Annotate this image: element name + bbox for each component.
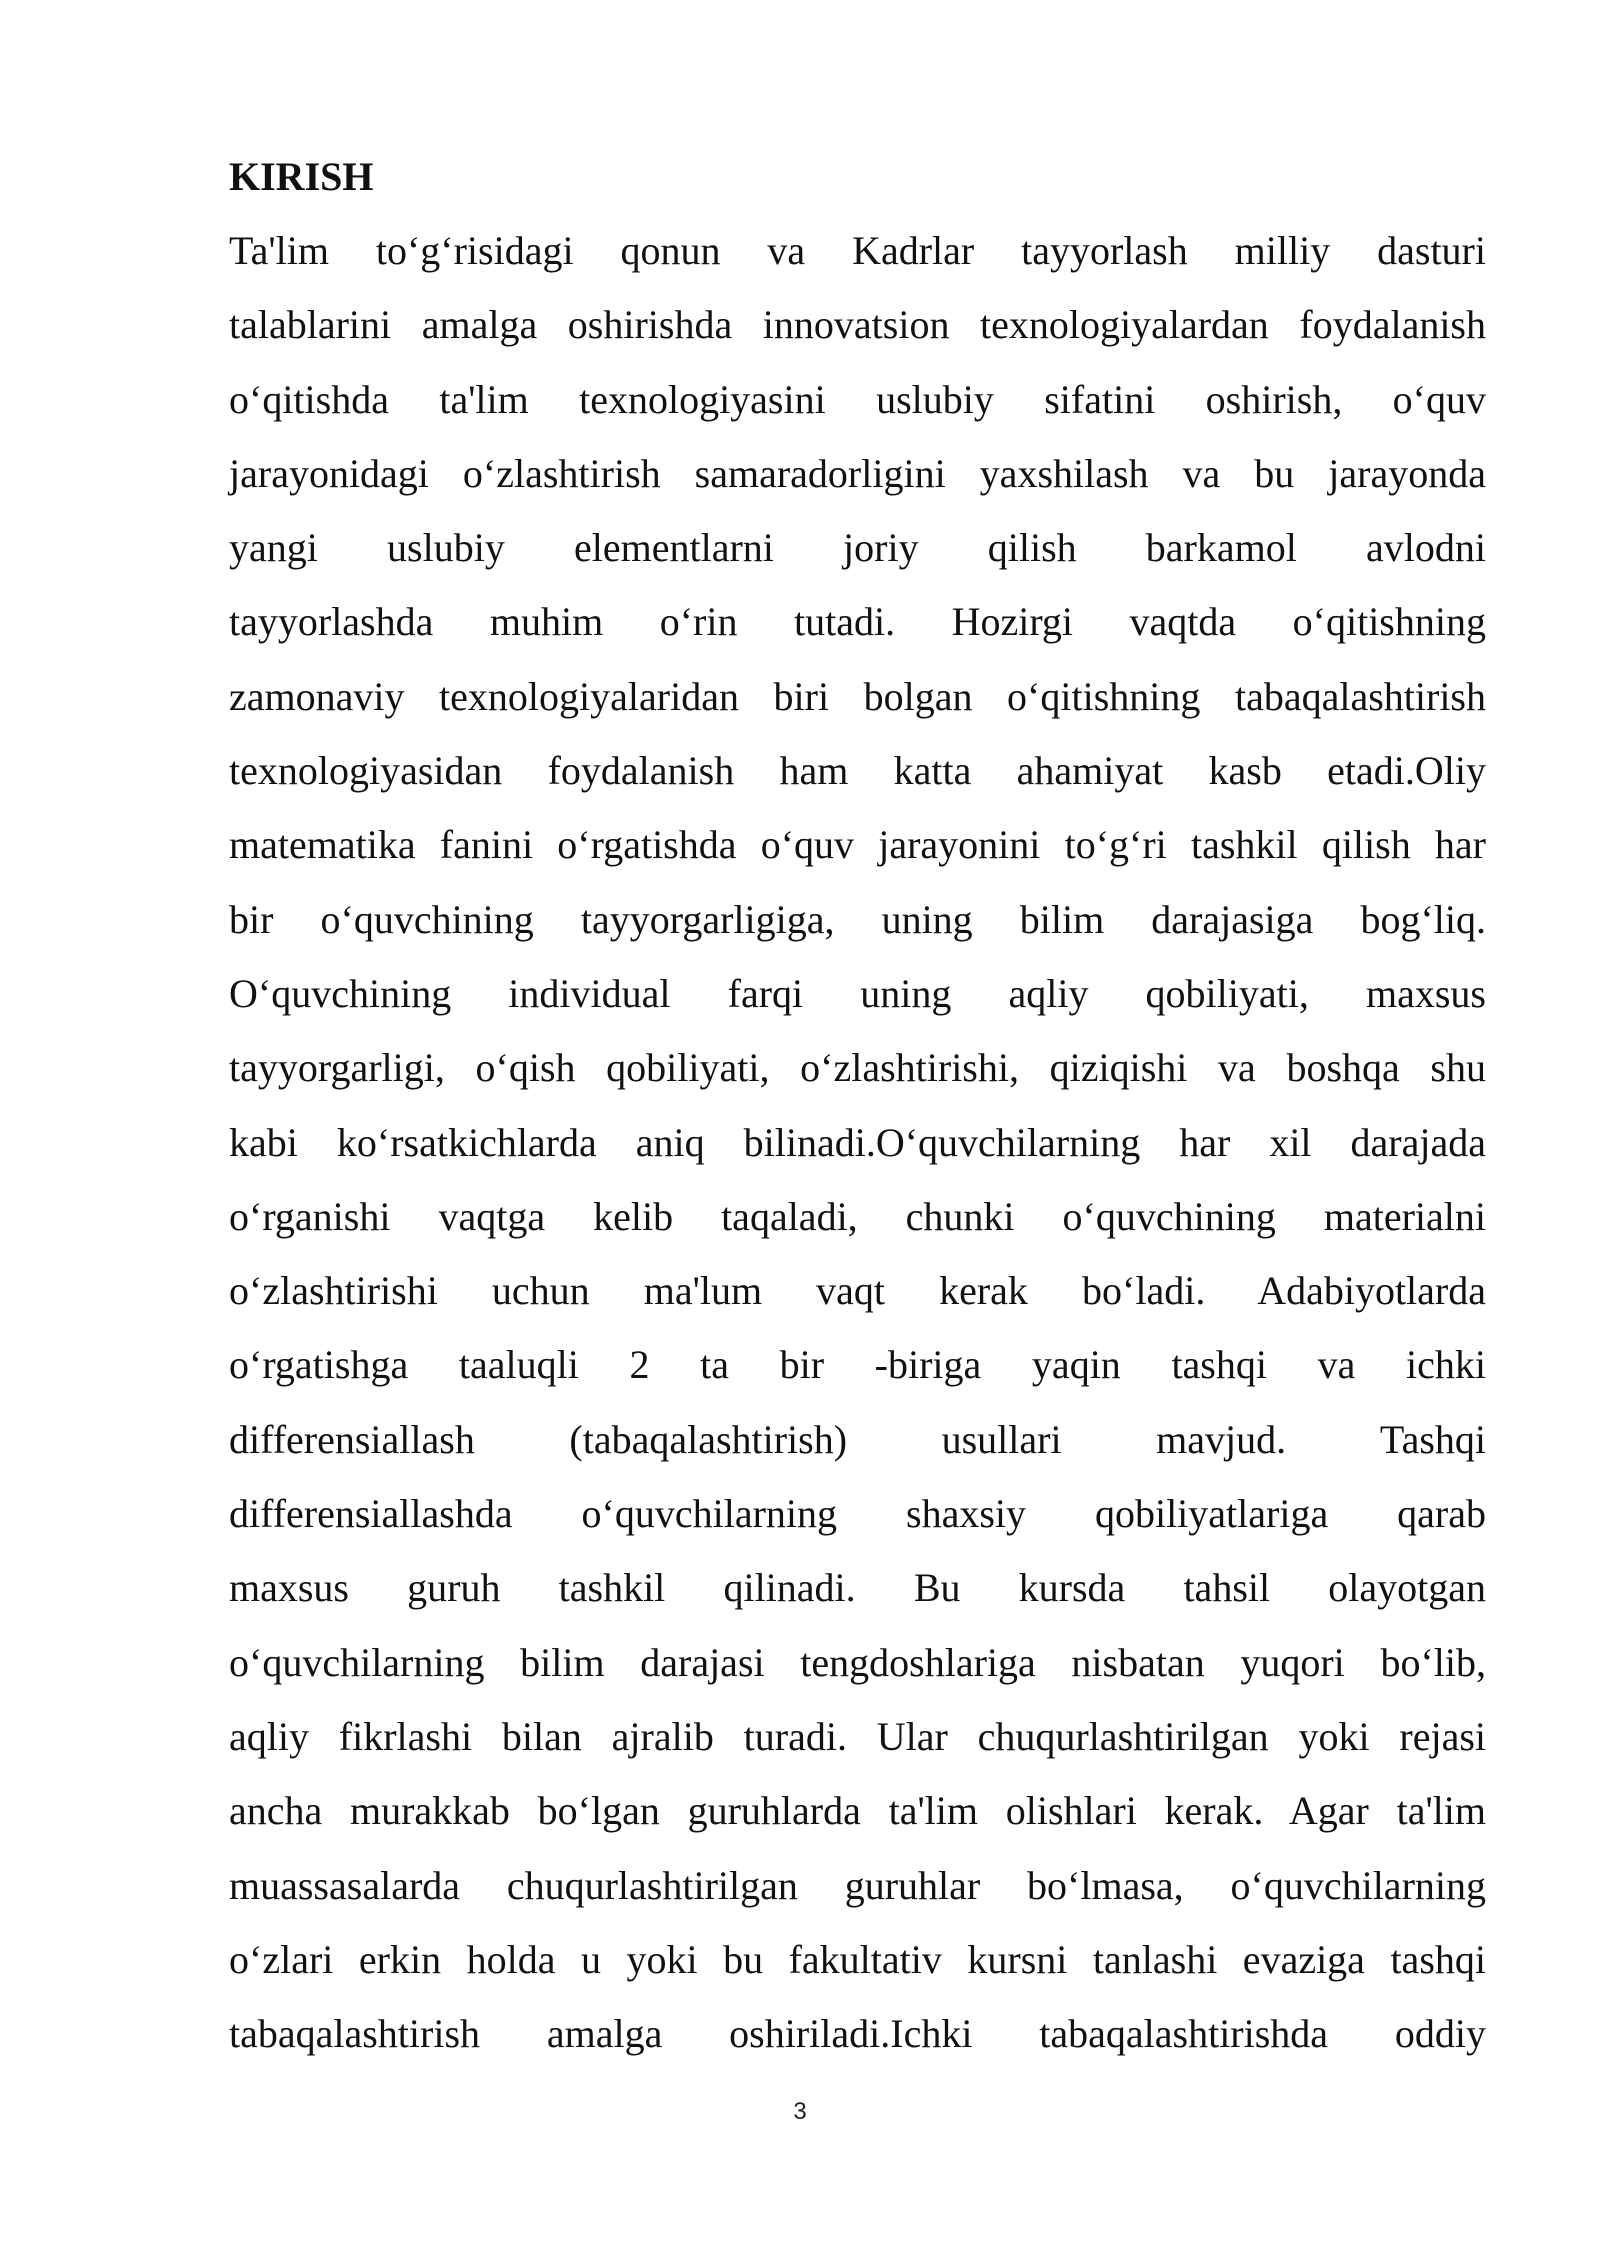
text-line: o‘quvchilarning bilim darajasi tengdoshlariga nisbatan yuqori bo‘lib, <box>229 1639 1486 1685</box>
text-line: O‘quvchining individual farqi uning aqliy qobiliyati, maxsus <box>229 970 1486 1016</box>
text-line: ancha murakkab bo‘lgan guruhlarda ta'lim olishlari kerak. Agar ta'lim <box>229 1788 1486 1834</box>
text-line: aqliy fikrlashi bilan ajralib turadi. Ular chuqurlashtirilgan yoki rejasi <box>229 1713 1486 1759</box>
text-line: bir o‘quvchining tayyorgarligiga, uning bilim darajasiga bog‘liq. <box>229 896 1486 942</box>
text-line: matematika fanini o‘rgatishda o‘quv jarayonini to‘g‘ri tashkil qilish har <box>229 822 1486 868</box>
text-line: tayyorgarligi, o‘qish qobiliyati, o‘zlashtirishi, qiziqishi va boshqa shu <box>229 1045 1486 1091</box>
text-line: jarayonidagi o‘zlashtirish samaradorligini yaxshilash va bu jarayonda <box>229 450 1486 496</box>
text-line: muassasalarda chuqurlashtirilgan guruhlar bo‘lmasa, o‘quvchilarning <box>229 1862 1486 1908</box>
text-line: talablarini amalga oshirishda innovatsion texnologiyalardan foydalanish <box>229 302 1486 348</box>
text-line: o‘qitishda ta'lim texnologiyasini uslubiy sifatini oshirish, o‘quv <box>229 376 1486 422</box>
section-heading: KIRISH <box>229 154 374 199</box>
text-line: differensiallashda o‘quvchilarning shaxsiy qobiliyatlariga qarab <box>229 1491 1486 1537</box>
text-line: texnologiyasidan foydalanish ham katta ahamiyat kasb etadi.Oliy <box>229 748 1486 794</box>
text-line: Ta'lim to‘g‘risidagi qonun va Kadrlar tayyorlash milliy dasturi <box>229 228 1486 273</box>
page-content <box>229 140 1486 2071</box>
text-line: o‘rgatishga taaluqli 2 ta bir -biriga yaqin tashqi va ichki <box>229 1342 1486 1388</box>
page-number: 3 <box>793 2098 807 2125</box>
text-line: o‘zlashtirishi uchun ma'lum vaqt kerak bo‘ladi. Adabiyotlarda <box>229 1268 1486 1314</box>
text-line: yangi uslubiy elementlarni joriy qilish barkamol avlodni <box>229 525 1486 571</box>
text-line: o‘rganishi vaqtga kelib taqaladi, chunki o‘quvchining materialni <box>229 1193 1486 1239</box>
text-line: differensiallash (tabaqalashtirish) usullari mavjud. Tashqi <box>229 1416 1486 1462</box>
text-line: zamonaviy texnologiyalaridan biri bolgan o‘qitishning tabaqalashtirish <box>229 673 1486 719</box>
text-line: maxsus guruh tashkil qilinadi. Bu kursda tahsil olayotgan <box>229 1565 1486 1611</box>
body-paragraph <box>229 214 1486 2071</box>
text-line: tabaqalashtirish amalga oshiriladi.Ichki tabaqalashtirishda oddiy <box>229 2011 1486 2057</box>
text-line: tayyorlashda muhim o‘rin tutadi. Hozirgi vaqtda o‘qitishning <box>229 599 1486 645</box>
text-line: o‘zlari erkin holda u yoki bu fakultativ kursni tanlashi evaziga tashqi <box>229 1936 1486 1982</box>
text-line: kabi ko‘rsatkichlarda aniq bilinadi.O‘quvchilarning har xil darajada <box>229 1119 1486 1165</box>
